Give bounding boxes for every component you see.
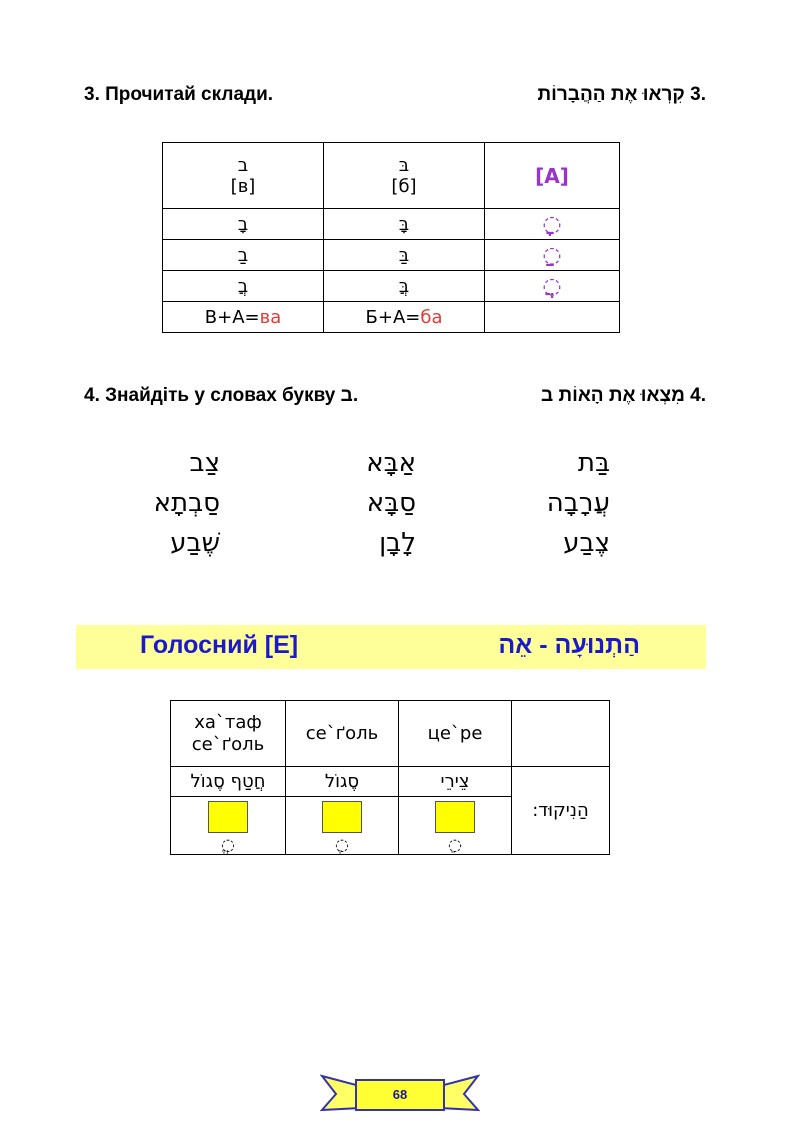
vowel-square-cell: ◌	[286, 797, 399, 855]
table-cell: בַּ	[324, 240, 485, 271]
section3-title-uk: 3. Прочитай склади.	[84, 84, 274, 105]
page-number-ribbon	[320, 1072, 480, 1114]
section4-title-he: .4 מִצְאוּ אֶת הָאוֹת ב	[541, 385, 706, 406]
empty-cell	[485, 302, 620, 333]
header-bet: בּ [б]	[324, 143, 485, 209]
syllable-table	[162, 142, 620, 333]
yellow-square	[322, 801, 362, 833]
word: סַבְתָא	[153, 488, 220, 518]
yellow-square	[208, 801, 248, 833]
name-he-segol: סֶגוֹל	[286, 767, 399, 797]
page-number: 68	[392, 1087, 408, 1102]
banner-title-he: הַתְנוּעָה - אֵה	[498, 631, 640, 659]
banner-title-uk: Голосний [E]	[140, 631, 299, 659]
vowel-square-cell: ◌	[171, 797, 286, 855]
table-cell: בָ	[163, 209, 324, 240]
word: אַבָּא	[366, 448, 416, 478]
name-he-tsere: צֵירֵי	[399, 767, 512, 797]
niqqud-label: הַנִיקוּד:	[512, 767, 610, 855]
name-segol: се`ґоль	[286, 701, 399, 767]
word: לָבָן	[379, 528, 416, 558]
vowel-banner	[76, 625, 706, 669]
yellow-square	[435, 801, 475, 833]
word: סַבָּא	[366, 488, 416, 518]
name-he-hataf-segol: חֲטַף סֶגוֹל	[171, 767, 286, 797]
word: בַּת	[577, 448, 610, 478]
vowel-mark-cell: ◌	[485, 240, 620, 271]
word: שֶׁבַע	[170, 528, 220, 558]
table-cell: בָּ	[324, 209, 485, 240]
word: צֶבַע	[563, 528, 610, 558]
section4-title-uk: 4. Знайдіть у словах букву ב.	[84, 385, 359, 406]
vowel-mark-cell: ◌	[485, 209, 620, 240]
vowel-mark-cell: ◌	[485, 271, 620, 302]
table-cell: בֲ	[163, 271, 324, 302]
vowel-table	[170, 700, 610, 855]
section3-title-he: .3 קִרְאוּ אֶת הַהֲבָרוֹת	[537, 84, 706, 105]
table-cell: בֲּ	[324, 271, 485, 302]
header-vet: ב [в]	[163, 143, 324, 209]
name-hataf-segol: ха`таф се`ґоль	[171, 701, 286, 767]
empty-cell	[512, 701, 610, 767]
table-cell: בַ	[163, 240, 324, 271]
name-tsere: це`ре	[399, 701, 512, 767]
word: עֲרָבָה	[546, 488, 610, 518]
formula-cell: Б+А=ба	[324, 302, 485, 333]
formula-cell: В+А=ва	[163, 302, 324, 333]
vowel-square-cell: ◌	[399, 797, 512, 855]
word: צַב	[189, 448, 220, 478]
header-vowel-a: [A]	[485, 143, 620, 209]
